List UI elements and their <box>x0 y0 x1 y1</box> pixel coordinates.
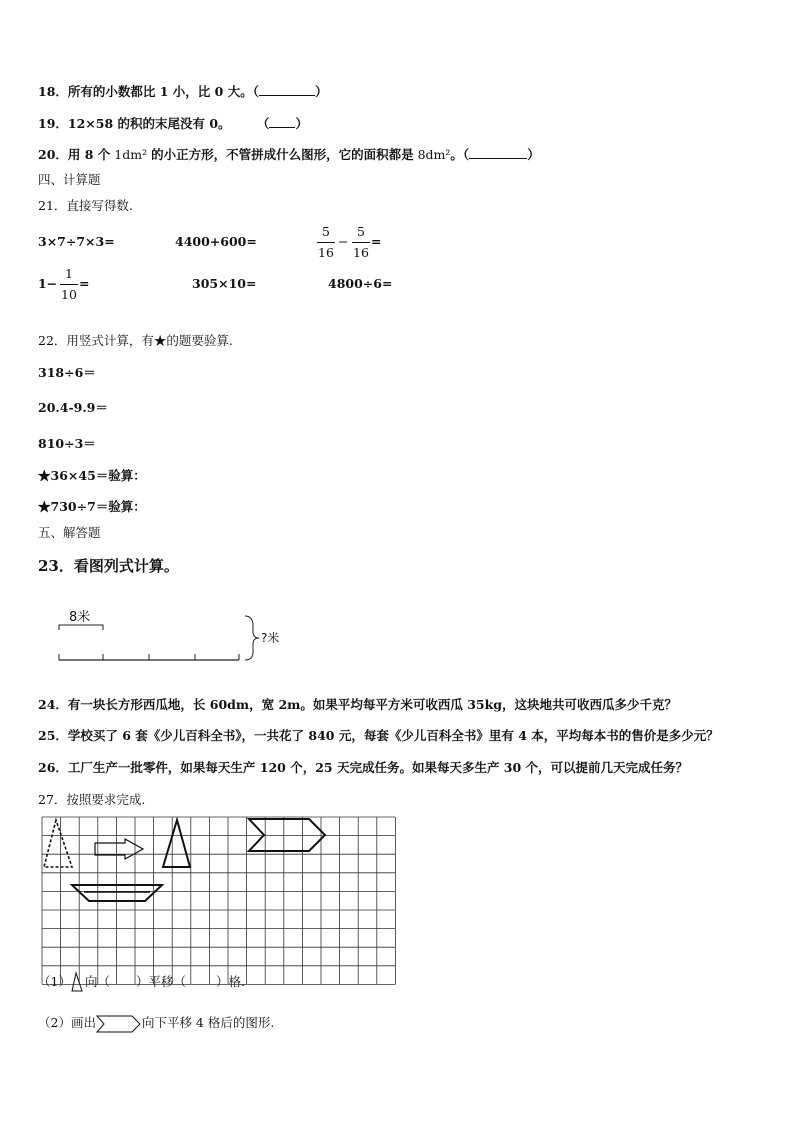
triangle-shape <box>163 820 190 867</box>
expression: 305×10= <box>192 276 257 291</box>
section-title: 五、解答题 <box>38 525 101 540</box>
question-27-part2: （2）画出 向下平移 4 格后的图形. <box>38 1015 275 1030</box>
question-24: 24．有一块长方形西瓜地，长 60dm，宽 2m。如果平均每平方米可收西瓜 35kg，这块地共可收西瓜多少千克？ <box>38 697 678 712</box>
question-22-title: 22．用竖式计算，有★的题要验算. <box>38 333 233 348</box>
question-27-title: 27．按照要求完成. <box>38 792 146 807</box>
triangle-icon <box>71 975 85 991</box>
arrow-shape <box>95 839 143 859</box>
vertical-calc-item: 318÷6＝ <box>38 365 96 380</box>
dotted-triangle-shape <box>44 820 72 867</box>
chevron-icon <box>96 1016 142 1032</box>
expression: 3×7÷7×3= <box>38 234 115 249</box>
expression-lead: 1− <box>38 276 58 291</box>
vertical-calc-item: 20.4-9.9＝ <box>38 400 108 415</box>
question-23-title: 23．看图列式计算。 <box>38 557 179 575</box>
fraction: 1 10 <box>61 266 77 302</box>
trapezoid-shape <box>72 885 162 901</box>
expression: 4400+600= <box>175 234 257 249</box>
chevron-shape <box>249 819 325 851</box>
fraction: 5 16 <box>318 224 334 260</box>
total-label: ?米 <box>261 631 280 645</box>
fraction: 5 16 <box>353 224 369 260</box>
question-20: 20．用 8 个 1dm² 的小正方形，不管拼成什么图形，它的面积都是 8dm²。（ ） <box>38 147 540 162</box>
vertical-calc-item: 810÷3＝ <box>38 436 96 451</box>
question-25: 25．学校买了 6 套《少儿百科全书》，一共花了 840 元，每套《少儿百科全书》里有 4 本，平均每本书的售价是多少元？ <box>38 728 719 743</box>
answer-blank[interactable] <box>186 974 216 986</box>
minus-sign: − <box>338 234 349 249</box>
equals-sign: = <box>371 234 382 249</box>
answer-blank[interactable] <box>110 974 136 986</box>
segment-label: 8米 <box>69 610 91 625</box>
expression: 4800÷6= <box>328 276 393 291</box>
question-21-title: 21．直接写得数. <box>38 198 133 213</box>
question-18: 18．所有的小数都比 1 小，比 0 大。（ ） <box>38 84 328 99</box>
vertical-calc-item: ★36×45＝验算： <box>38 468 146 483</box>
question-19: 19．12×58 的积的末尾没有 0。 （ ） <box>38 116 308 131</box>
question-26: 26．工厂生产一批零件，如果每天生产 120 个，25 天完成任务。如果每天多生产 30 个，可以提前几天完成任务？ <box>38 760 689 775</box>
vertical-calc-item: ★730÷7＝验算： <box>38 499 146 514</box>
question-27-part1: （1） 向（ ）平移（ ）格. <box>38 974 245 989</box>
equals-sign: = <box>79 276 90 291</box>
section-title: 四、计算题 <box>38 172 101 187</box>
